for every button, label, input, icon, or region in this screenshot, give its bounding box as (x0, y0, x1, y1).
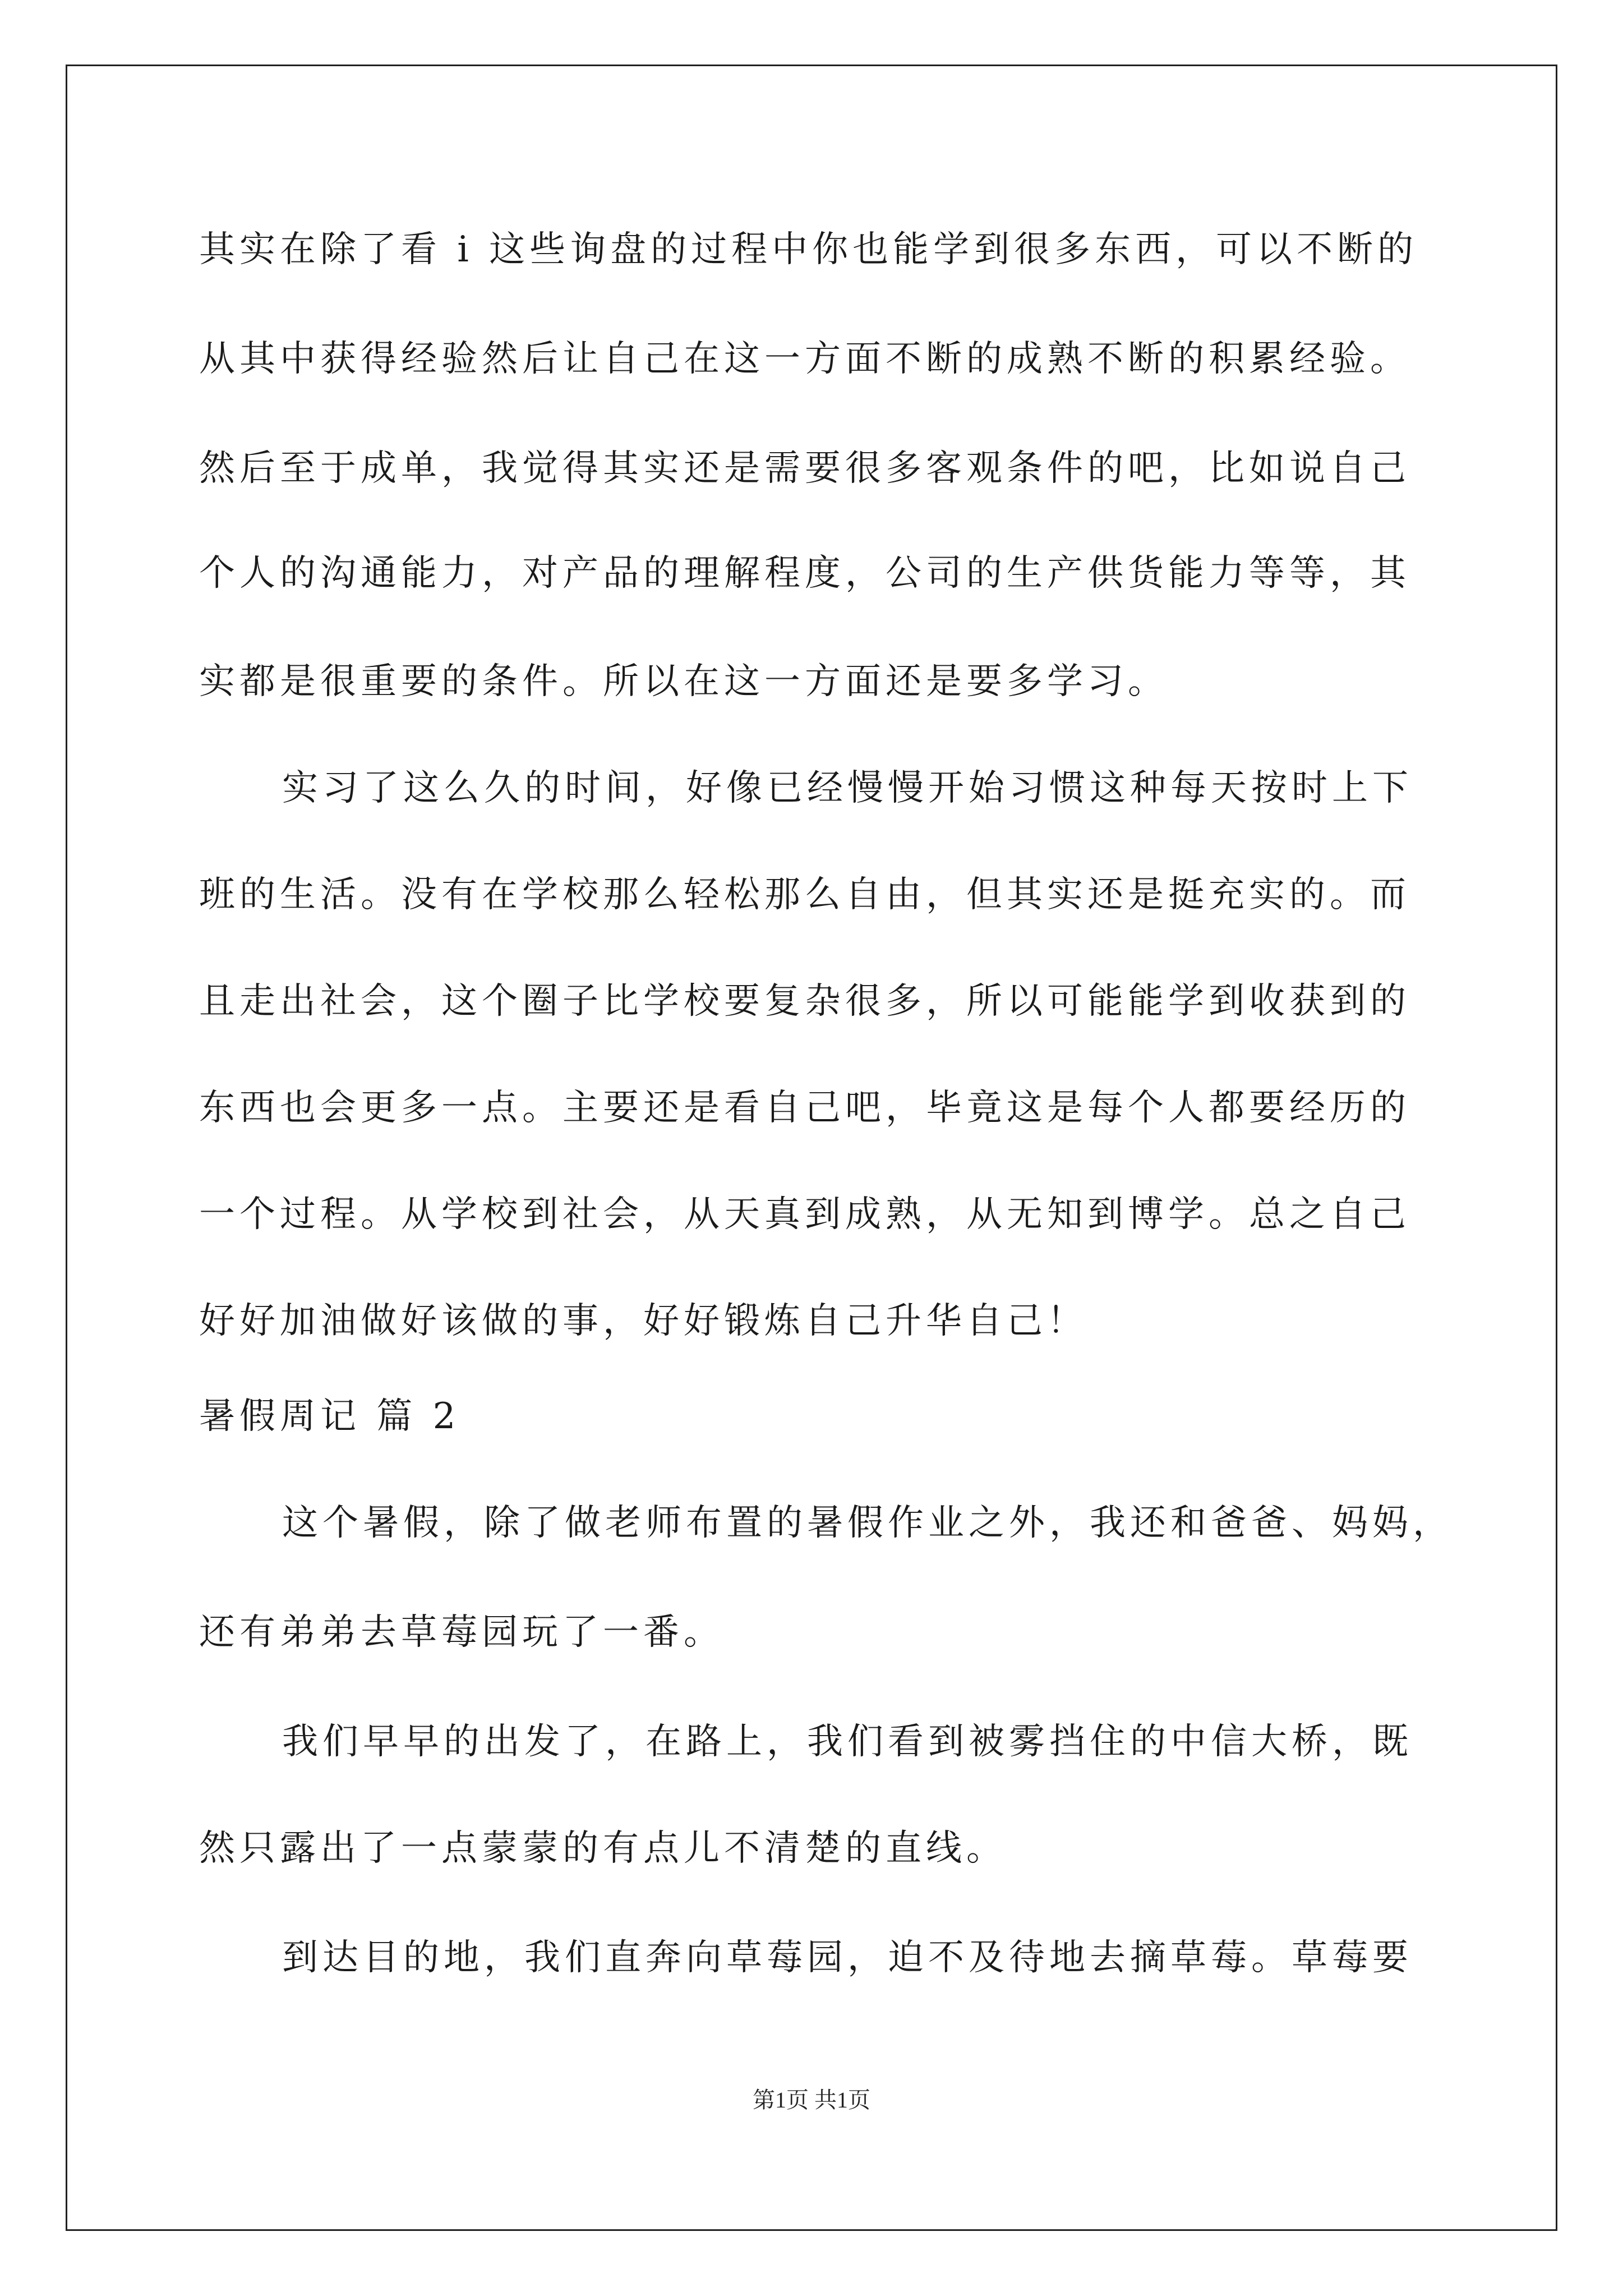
paragraph-first-line: 我们早早的出发了，在路上，我们看到被雾挡住的中信大桥，既 (282, 1721, 1413, 1763)
text-line: 还有弟弟去草莓园玩了一番。 (199, 1612, 724, 1653)
text-line: 好好加油做好该做的事，好好锻炼自己升华自己！ (199, 1300, 1087, 1342)
text-line: 从其中获得经验然后让自己在这一方面不断的成熟不断的积累经验。 (199, 338, 1410, 380)
text-line: 班的生活。没有在学校那么轻松那么自由，但其实还是挺充实的。而 (199, 874, 1410, 915)
page-footer: 第1页 共1页 (753, 2087, 870, 2113)
text-line: 且走出社会，这个圈子比学校要复杂很多，所以可能能学到收获到的 (199, 981, 1410, 1022)
text-line: 然只露出了一点蒙蒙的有点儿不清楚的直线。 (199, 1828, 1007, 1869)
text-line: 实都是很重要的条件。所以在这一方面还是要多学习。 (199, 661, 1168, 702)
paragraph-first-line: 实习了这么久的时间，好像已经慢慢开始习惯这种每天按时上下 (282, 767, 1413, 809)
text-line: 个人的沟通能力，对产品的理解程度，公司的生产供货能力等等，其 (199, 553, 1410, 594)
text-line: 其实在除了看 i 这些询盘的过程中你也能学到很多东西，可以不断的 (199, 229, 1418, 270)
page-border (66, 65, 1557, 2231)
text-line: 一个过程。从学校到社会，从天真到成熟，从无知到博学。总之自己 (199, 1194, 1410, 1235)
paragraph-first-line: 到达目的地，我们直奔向草莓园，迫不及待地去摘草莓。草莓要 (282, 1937, 1413, 1978)
section-heading: 暑假周记 篇 2 (199, 1396, 460, 1437)
text-line: 然后至于成单，我觉得其实还是需要很多客观条件的吧，比如说自己 (199, 448, 1410, 489)
paragraph-first-line: 这个暑假，除了做老师布置的暑假作业之外，我还和爸爸、妈妈， (282, 1502, 1453, 1544)
text-line: 东西也会更多一点。主要还是看自己吧，毕竟这是每个人都要经历的 (199, 1087, 1410, 1129)
